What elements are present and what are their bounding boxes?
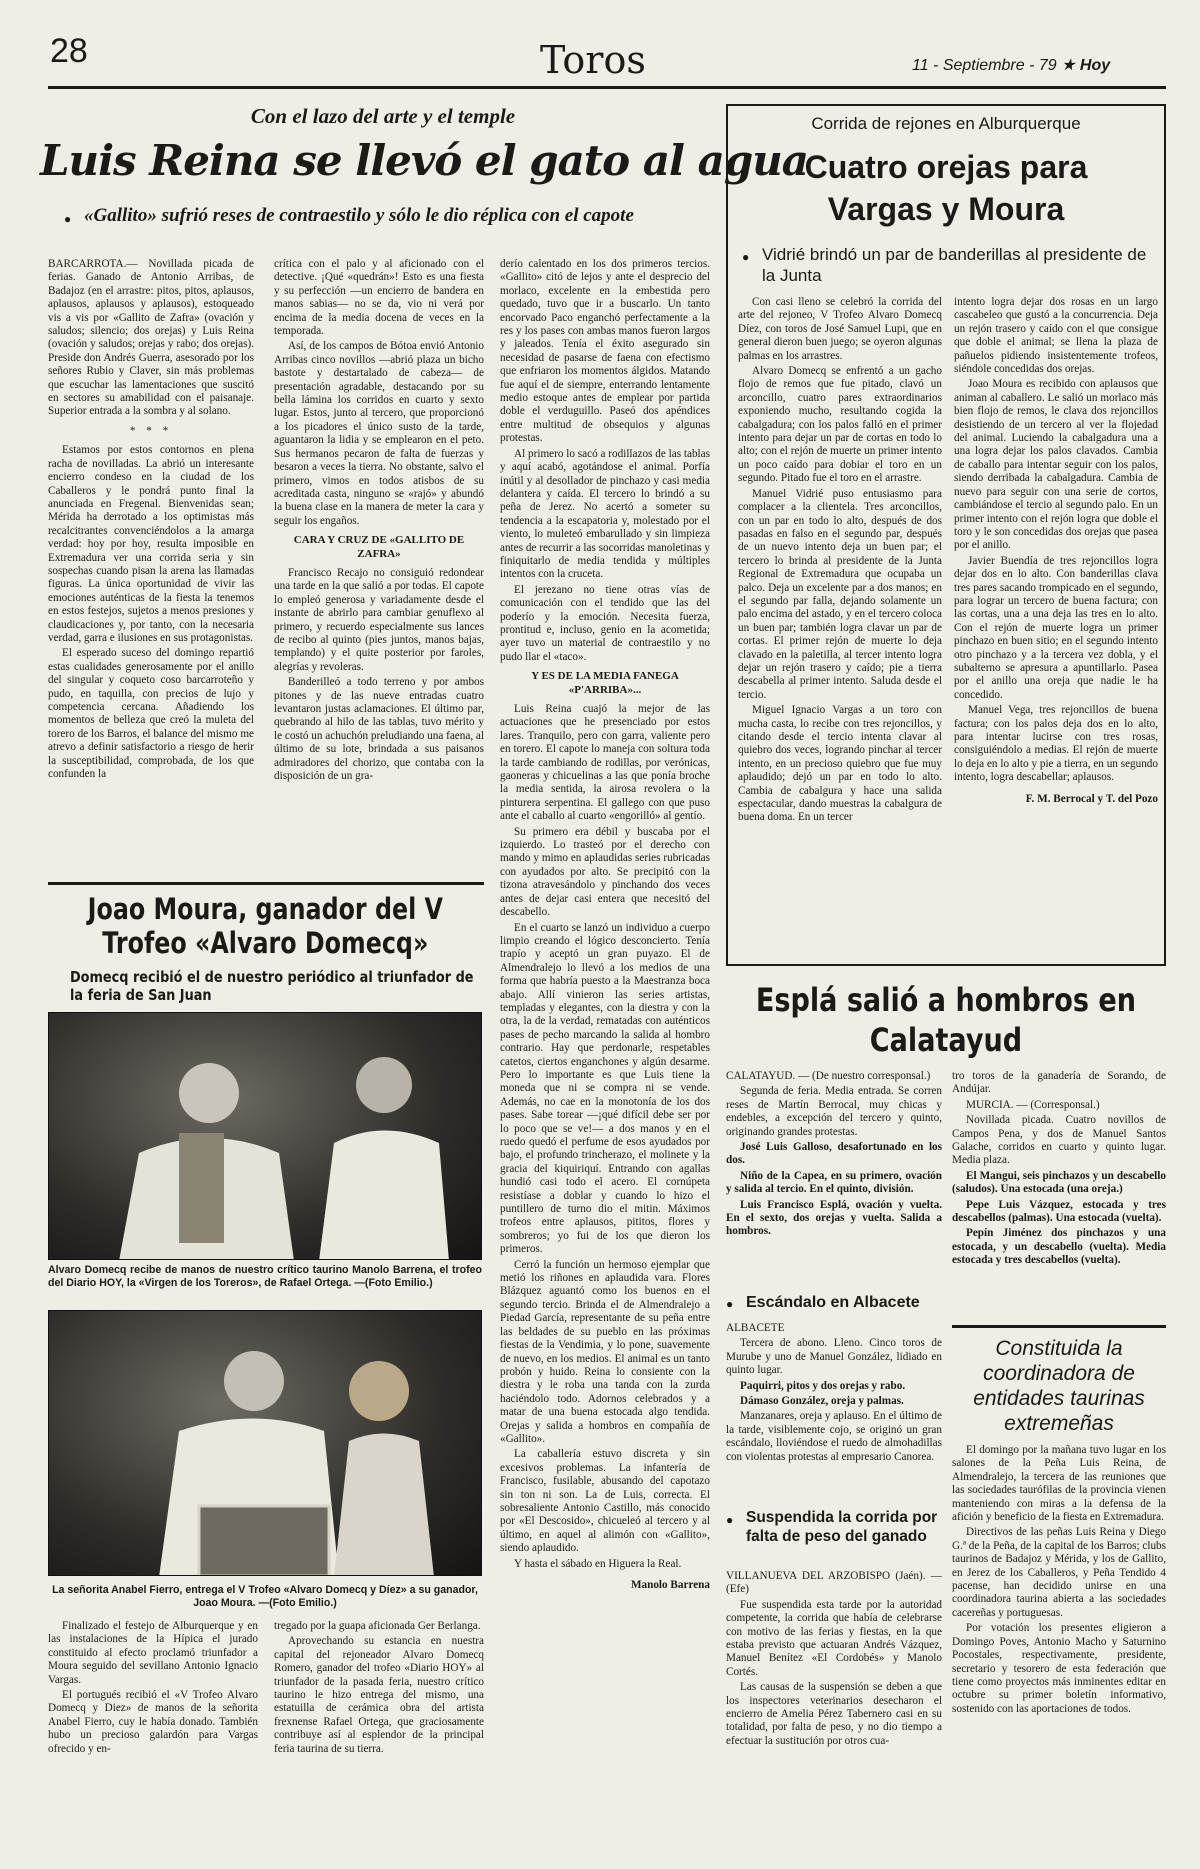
main-signature: Manolo Barrena [630, 1579, 710, 1591]
main-kicker: Con el lazo del arte y el temple [250, 104, 516, 128]
photo-moura-trophy [48, 1310, 482, 1576]
dateline: 11 - Septiembre - 79 ★ Hoy [912, 57, 1111, 74]
photo-caption-1: Alvaro Domecq recibe de manos de nuestro crítico taurino Manolo Barrena, el trofeo del Diario HOY, la «Virgen de los Toreros», de Rafael Ortega. —(Foto Emilio.) [48, 1264, 482, 1289]
albacete-body: ALBACETE Tercera de abono. Lleno. Cinco toros de Murube y uno de Manuel González, lidiado en quinto lugar. Paquirri, pitos y dos orejas y rabo. Dámaso González, oreja y palmas. Manzanares, oreja y aplauso. En el último de la tarde, visiblemente cojo, se originó un gran escándalo, lloviéndose el ruedo de almohadillas con violentas protestas al empresario Canorea. [726, 1322, 942, 1463]
issue-date: 11 - Septiembre - 79 [912, 57, 1057, 74]
espla-col-1: CALATAYUD. — (De nuestro corresponsal.) Segunda de feria. Media entrada. Se corren reses de Martín Berrocal, muy chicas y endebles, a excepción del tercero y quinto, originando grandes protestas. José Luis Galloso, desafortunado en los dos. Niño de la Capea, en su primero, ovación y salida al tercio. En el quinto, división. Luis Francisco Esplá, ovación y vuelta. En el sexto, dos orejas y vuelta. Salida a hombros. [726, 1070, 942, 1238]
main-headline: Luis Reina se llevó el gato al agua [40, 136, 808, 185]
page-number: 28 [50, 32, 88, 70]
suspendida-body: VILLANUEVA DEL ARZOBISPO (Jaén). — (Efe) Fue suspendida esta tarde por la autoridad competente, la corrida que había de celebrarse con motivo de las ferias y fiestas, en la que estaba previsto que actuaran Andrés Vázquez, Manuel Benítez «El Cordobés» y Manolo Cortés. Las causas de la suspensión se deben a que los inspectores veterinarios desecharon el encierro de Amelia Pérez Tabernero casi en su totalidad, por falta de peso, y no dio tiempo a efectuar la sustitución por otros cua- [726, 1570, 942, 1747]
rejones-col-2: intento logra dejar dos rosas en un largo cascabeleo que gustó a la concurrencia. Deja un rejón trasero y caído con el que consigue que doble el animal; se llena la plaza de pañuelos pidiendo insistentemente trofeos, siéndole concedidas dos orejas. Joao Moura es recibido con aplausos que animan al caballero. Le salió un morlaco más bien flojo de remos, le clava dos rejoncillos desistiendo de un tercero al ver la flojedad del animal. Luciendo la cabalgadura una a una logra dejar los palos clavados. Cambia de caballo para intentar seguir con los palos, siendo derribada la cabalgadura. Cambia de nuevo para seguir con una serie de cortos, cambiándose el tercio al segundo palo. En un primer intento con el rejón logra que doble el toro y le son concedidas dos orejas que pasea por el anillo. Javier Buendía de tres rejoncillos logra dejar dos en lo alto. Con banderillas clava tres pares sacando trompicado en el segundo, para lograr un tercero de buena factura; con las cortas, una a una deja las tres en lo alto. Con el rejón de muerte logra un primer pinchazo en buen sitio; en el segundo intento otro pinchazo y a la tercera vez dobla, y el subalterno se apresura a apuntillarlo. Pasea por el anillo una oreja que nadie le ha concedido. Manuel Vega, tres rejoncillos de buena factura; con los palos deja dos en lo alto, para intentar lucirse con tres rosas, consiguiéndolo a medias. El rejón de muerte lo deja en lo alto y pie a tierra, en un segundo intento, logra descabellar; aplausos. F. M. Berrocal y T. del Pozo [954, 296, 1158, 805]
header-rule [48, 86, 1166, 89]
newspaper-logo: Hoy [1079, 57, 1111, 74]
rejones-headline: Cuatro orejas para Vargas y Moura [804, 149, 1088, 227]
suspendida-head: ● Suspendida la corrida por falta de peso del ganado [746, 1508, 942, 1546]
photo-silhouettes-2 [49, 1311, 482, 1576]
coordinadora-rule [952, 1325, 1166, 1328]
photo-silhouettes [49, 1013, 482, 1260]
main-col-3: derío calentado en los dos primeros tercios. «Gallito» citó de lejos y ante el desprecio del morlaco, excelente en la embestida pero quedado, tuvo que ir a buscarlo. Un tanto encorvado Paco enganchó perfectamente a la res y los pases con ambas manos fueron largos y jaleados. Tenía el éxito asegurado sin necesidad de pasarse de faena con efectismo que enfriaron los momentos álgidos. Matando fue aquí el de siempre, enterrando lentamente medio estoque antes de emplear por partida doble el verduguillo. Paseó dos apéndices entre multitud de obsequios y algunas protestas. Al primero lo sacó a rodillazos de las tablas y aquí acabó, agotándose el animal. Porfía inútil y al desollador de pinchazo y casi media delantera y caída. El tercero lo brindó a su peña de Jerez. No acertó a someter su tendencia a la escapatoria y, molestado por el viento, lo muleteó embarullado y sin limpieza antes de recurrir a las socorridas manoletinas y finiquitarlo de media tendida y múltiples intentos con la cruceta. El jerezano no tiene otras vías de comunicación con el tendido que las del poderío y la emoción. Necesita fuerza, prontitud e, incluso, genio en la acometida; ayer tuvo un material de contraestilo y no pudo llar el «taco». Y ES DE LA MEDIA FANEGA «P'ARRIBA»... Luis Reina cuajó la mejor de las actuaciones que he presenciado por estos lares. Tranquilo, pero con garra, valiente pero en torero. El capote lo maneja con soltura toda la tarde cambiando de rodillas, por verónicas, gaoneras y chicuelinas a las que ponía broche la media sentida, la airosa revolera o la pinturera serpentina. El gallego con que puso ante el caballo al cuarto «engorilló» al gentío. Su primero era débil y buscaba por el izquierdo. Lo trasteó por el derecho con mando y mimo en aplaudidas series rubricadas con ayudados por alto. Se precipitó con la tizona atravesándolo y pinchando dos veces antes de dejar casi entera que necesitó del descabello. En el cuarto se lanzó un individuo a cuerpo limpio creando el lógico desconcierto. Tenía trapío y aceptó un gran puyazo. El de Almendralejo lo llevó a los medios de una forma que habría puesto a la Maestranza boca abajo. Allí vinieron las series artistas, templadas y elegantes, con la diestra y con la otra, la de la verdad, rematadas con auténticos pases de pecho marcando la salida al hombro contrario. Hay que perdonarle, respetables catetos, ciertos enganchones y algún desarme. Pero lo importante es que Luis tiene la moneda que ni se compra ni se vende. Además, no cae en la monotonía de los dos pases. Sabe torear —¡qué difícil debe ser por lo poco que se ve!— a dos manos y en el ruedo quedó el perfume de esos ayudados por bajo, el profundo trincherazo, el molinete y la gracia del kiquiriquí. Entrando con agallas hundió casi todo el acero. El cornúpeta resistíase a doblar y cuando lo hizo el puntillero de turno dio el mitin. Máximos trofeos entre aplausos, pititos, flores y sombreros; yo fui de los que dieron los primeros. Cerró la función un hermoso ejemplar que metió los riñones en aplaudida vara. Flores Blázquez aguantó como los buenos en el segundo tercio. Brinda el de Almendralejo a Piedad García, representante de su peña entre las beldades de su pueblo en las próximas fiestas de la Vendimia, y lo pone, suavemente de nuevo, en los medios. El animal es un tanto probón y huido. Reina lo consiente con la diestra y le roba una tanda con la zurda haciéndolo todo. Adornos celebrados y a matar de una buena estocada algo tendida. Orejas y salida a hombros en compañía de «Gallito». La caballería estuvo discreta y sin excesivos problemas. La infantería de Francisco, fusilable, abusando del capotazo sin ton ni son. La de Luis, correcta. El sobresaliente Antonio Castillo, más conocido por «El Descosido», chicueleó al tercero y al último, en aquel al alimón con «Gallito», siendo aplaudido. Y hasta el sábado en Higuera la Real. Manolo Barrena [500, 258, 710, 1591]
rejones-signature: F. M. Berrocal y T. del Pozo [1025, 792, 1158, 805]
photo-domecq-trophy [48, 1012, 482, 1260]
main-subhead: ● «Gallito» sufrió reses de contraestilo y sólo le dio réplica con el capote [84, 204, 714, 228]
espla-headline: Esplá salió a hombros en Calatayud [755, 981, 1137, 1059]
moura-col-2: tregado por la guapa aficionada Ger Berlanga. Aprovechando su estancia en nuestra capital del rejoneador Alvaro Domecq Romero, ganador del trofeo «Diario HOY» al triunfador de la pasada feria, nuestro crítico taurino le hizo entrega del mismo, una estatuilla de cerámica obra del artista frexnense Rafael Ortega, que graciosamente contribuye así al esplendor de la principal feria taurina de su tierra. [274, 1620, 484, 1755]
rejones-kicker: Corrida de rejones en Alburquerque [811, 114, 1081, 133]
main-col-2: crítica con el palo y al aficionado con el detective. ¡Qué «quedrán»! Esto es una fiesta y su perfección —un encierro de bandera en manos sabias— no se da, vio ni verá por encima de la media docena de veces en la temporada. Así, de los campos de Bótoa envió Antonio Arribas cinco novillos —abrió plaza un bicho bastote y destartalado de cabeza— de presentación agradable, destacando por su bella lámina los corridos en cuarto y sexto lugar. Estos, junto al tercero, que proporcionó a los picadores el único susto de la tarde, aguantaron la lidia y se emplearon en el peto. Sus hermanos pecaron de falta de fuerzas y besaron a veces la tierra. No obstante, salvo el primero, vimos en todos atisbos de su acreditada casta, ninguno se «rajó» y abundó la buena clase en la manera de meter la cara y seguir los engaños. CARA Y CRUZ DE «GALLITO DE ZAFRA» Francisco Recajo no consiguió redondear una tarde en la que salió a por todas. El capote lo empleó generosa y variadamente desde el instante de abrirlo para cambiar genuflexo al primero, y recuerdo especialmente sus lances de recibo al quinto (pies juntos, manos bajas, templando) y el quite posterior por faroles, alegrías y revoleras. Banderilleó a todo terreno y por ambos pitones y de las nueve entradas cuatro levantaron justas aclamaciones. El último par, quebrando al hilo de las tablas, tuvo mérito y le costó un achuchón preludiando una faena, al último de su lote, brindada a sus paisanos admiradores del chorizo, que contaba con la disposición de un gra- [274, 258, 484, 783]
coordinadora-body: El domingo por la mañana tuvo lugar en los salones de la Peña Luis Reina, de Almendralejo, la tercera de las reuniones que las sociedades taurófilas de la provincia vienen manteniendo con miras a la defensa de la afición y beneficio de la fiesta en Extremadura. Directivos de las peñas Luis Reina y Diego G.ª de la Peña, de la capital de los Barros; clubs taurinos de Badajoz y Mérida, y los de Gallito, en Jerez de los Caballeros, y Peña Tendido 4 pacense, han decidido unirse en una coordinadora taurina abierta a las sociedades cacereñas y portuguesas. Por votación los presentes eligieron a Domingo Poves, Antonio Macho y Saturnino Pocostales, respectivamente, presidente, secretario y tesorero de esta federación que tiene como proyectos más inminentes editar en octubre su primer boletín informativo, sostenido con las aportaciones de todos. [952, 1444, 1166, 1715]
moura-headline: Joao Moura, ganador del V Trofeo «Alvaro Domecq» [87, 892, 443, 960]
section-title: Toros [540, 38, 646, 82]
main-col-1: BARCARROTA.— Novillada picada de ferias. Ganado de Antonio Arribas, de Badajoz (en el arrastre: pitos, pitos, aplausos, aplausos, aplausos y aplausos), estoqueado vis a vis por «Gallito de Zafra» (ovación y saludos; silencio; dos orejas) y Luis Reina (ovación y saludos; orejas y rabo; dos orejas). Preside don Andrés Guerra, asesorado por los señores Rubio y Claver, sin más problemas que escuchar las lamentaciones que suscitó en sectores su amabilidad con el paisanaje. Superior entrada a la sombra y al solano. * * * Estamos por estos contornos en plena racha de novilladas. La abrió un interesante encierro condeso en la ciudad de los Caballeros y le pondrá punto final la anunciada en Fregenal. Bienvenidas sean; Mérida ha derrotado a los optimistas más recalcitrantes convenciéndolos a la amarga verdad: hoy por hoy, resulta imposible en Extremadura ver una corrida seria y sin sospechas cuando pisan la arena las llamadas figuras. La única oportunidad de vivir las emociones auténticas de la fiesta la tenemos en estos festejos, sujetos a menos presiones y claudicaciones y, por tanto, con la necesaria verdad, garra e ilusiones en sus protagonistas. El esperado suceso del domingo repartió estas cualidades generosamente por el anillo del singular y coqueto coso barcarroteño y pudo, en taquilla, con precios de lujo y competencia cercana. Añadiendo los momentos de belleza que creó la muleta del torero de los Barros, el balance del mismo me atrevo a definir satisfactorio a riesgo de herir la susceptibilidad, comprobada, de los que confunden la [48, 258, 254, 781]
espla-col-2: tro toros de la ganadería de Sorando, de Andújar. MURCIA. — (Corresponsal.) Novillada picada. Cuatro novillos de Campos Pena, y dos de Manuel Santos Galache, corridos en cuarto y quinto lugar. Media plaza. El Mangui, seis pinchazos y un descabello (saludos). Una estocada (una oreja.) Pepe Luis Vázquez, estocada y tres descabellos (palmas). Una estocada (vuelta). Pepín Jiménez dos pinchazos y una estocada, y un descabello (vuelta). Media estocada y tres descabellos (vuelta). [952, 1070, 1166, 1267]
rejones-col-1: Con casi lleno se celebró la corrida del arte del rejoneo, V Trofeo Alvaro Domecq Díez, con toros de José Samuel Lupi, que en general dieron buen juego; se oyeron algunas palmas en los arrastres. Alvaro Domecq se enfrentó a un gacho flojo de remos que fue pitado, clavó un arconcillo, cuatro pares extraordinarios exponiendo mucho, resultando cogida la cabalgadura; con los palos falló en el primer intento para dejar un par de cortas en todo lo alto; con el rejón de muerte un primer intento un poco caído para dobiar el toro en un segundo. Pitado fue el toro en el arrastre. Manuel Vidrié puso entusiasmo para complacer a la clientela. Tres arconcillos, con un par en todo lo alto, después de dos pasadas en falso en el segundo par, después de un nuevo intento deja un buen par; el tercero lo brinda al presidente de la Junta Regional de Extremadura que ocupaba un palco. Deja un excelente par a dos manos; en el segundo par falla, dejando solamente un palo encima del astado, y en el tercero coloca un buen par; también logra clavar un par de cortas. El primer rejón de muerte lo deja clavado en la paletilla, al tercer intento logra dejar un rejón trasero y caído; pie a tierra descabella al primer intento. Saluda desde el tercio. Miguel Ignacio Vargas a un toro con mucha casta, lo recibe con tres rejoncillos, y citando desde el tercio intenta clavar al quiebro dos veces, logrando pinchar al tercer intento, en un precioso quiebro que fue muy aplaudido; dejó un par en todo lo alto. Cambia de cabalgura y hace una salida espectacular, dando muestras la cabalgura de buena doma. En un tercer [738, 296, 942, 824]
moura-rule [48, 882, 484, 885]
albacete-head: ● Escándalo en Albacete [746, 1294, 942, 1312]
moura-col-1: Finalizado el festejo de Alburquerque y en las instalaciones de la Hípica el jurado constituido al efecto proclamó triunfador a Moura seguido del sevillano Antonio Ignacio Vargas. El portugués recibió el «V Trofeo Alvaro Domecq y Diez» de manos de la señorita Anabel Fierro, cuy le había donado. También hubo un precioso galardón para Vargas ofrecido y en- [48, 1620, 258, 1755]
moura-subhead: ● Domecq recibió el de nuestro periódico al triunfador de la feria de San Juan [70, 968, 484, 1008]
coordinadora-headline: Constituida la coordinadora de entidades taurinas extremeñas [973, 1337, 1145, 1435]
rejones-subhead: ● Vidrié brindó un par de banderillas al presidente de la Junta [762, 244, 1152, 286]
photo-caption-2: La señorita Anabel Fierro, entrega el V Trofeo «Alvaro Domecq y Díez» a su ganador, Joao Moura. —(Foto Emilio.) [52, 1584, 478, 1609]
